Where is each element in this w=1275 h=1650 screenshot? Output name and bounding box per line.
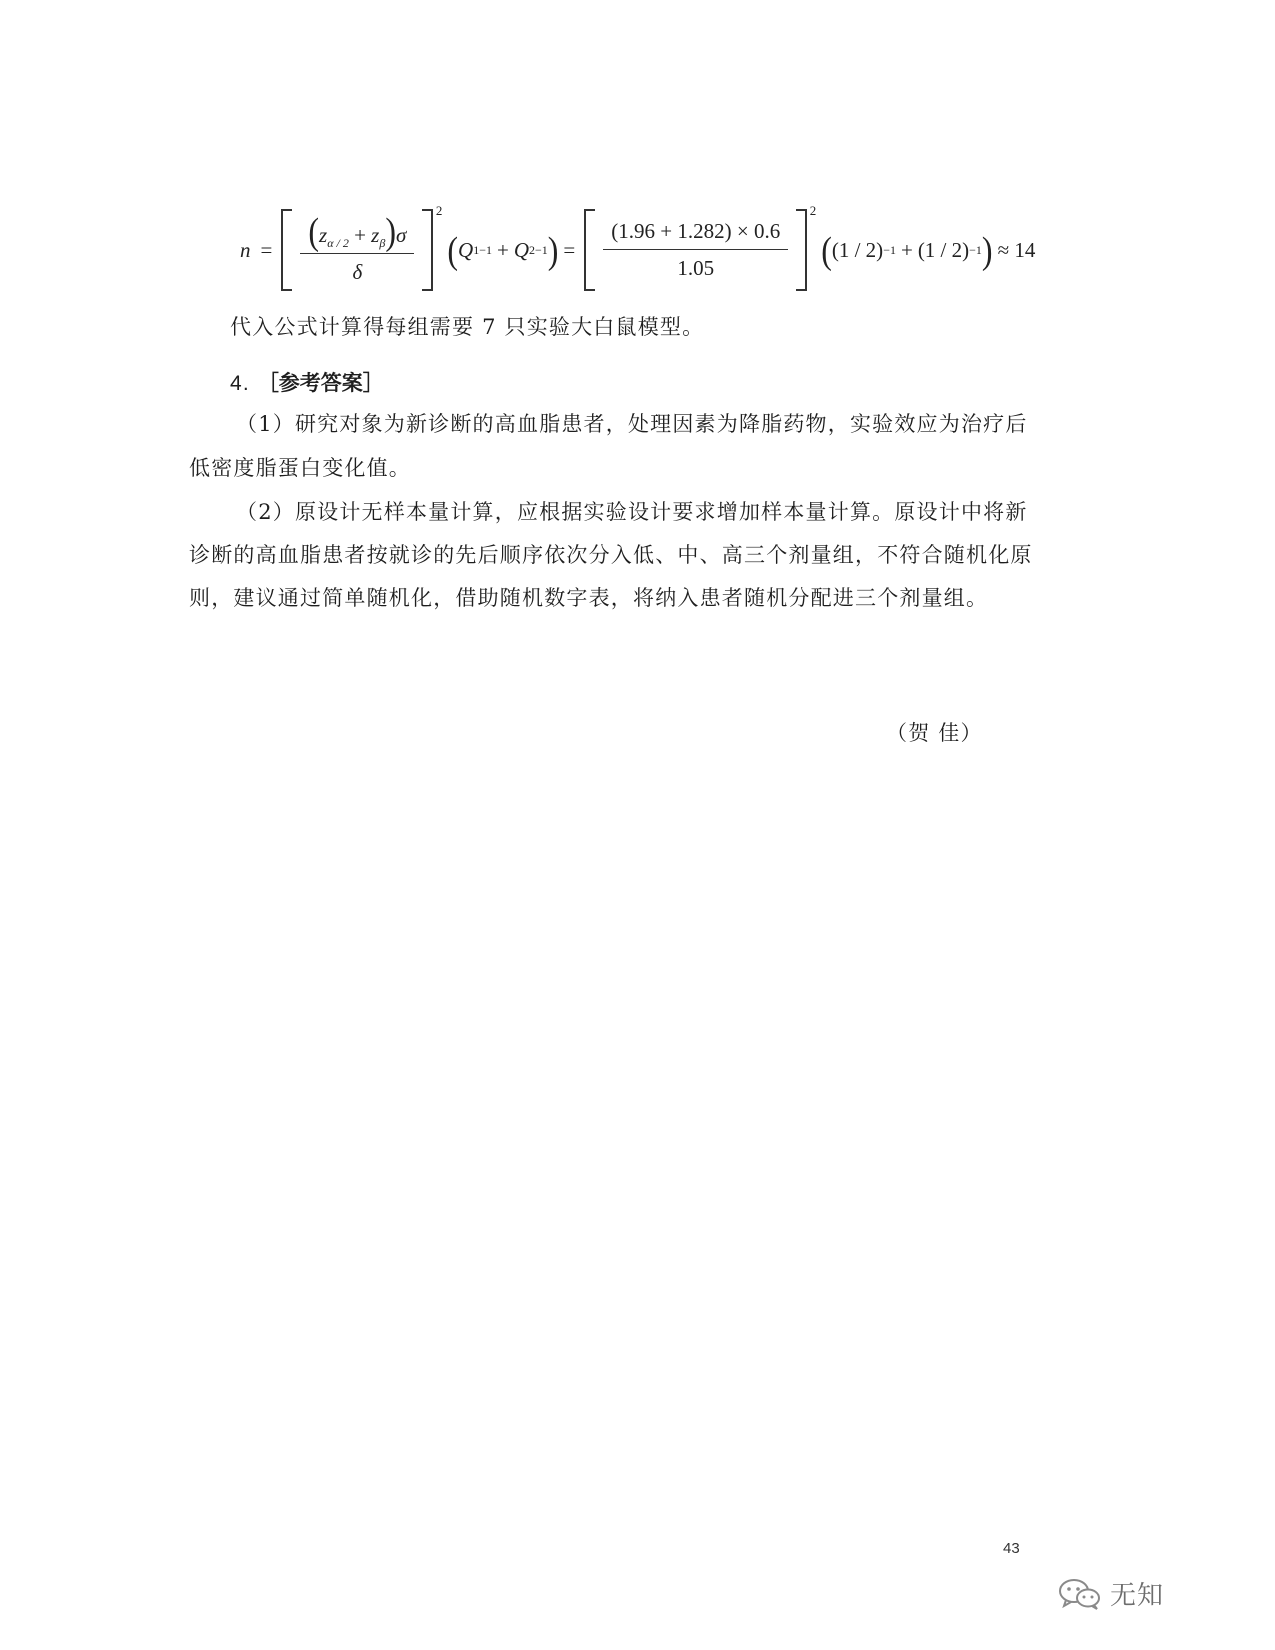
wechat-icon — [1058, 1577, 1102, 1611]
formula-equals-2: = — [563, 237, 576, 262]
formula-bracket-2 — [584, 203, 817, 291]
formula-n: n — [240, 237, 251, 262]
formula-denominator-1: δ — [352, 260, 363, 284]
answer-p2-line-3: 则，建议通过简单随机化，借助随机数字表，将纳入患者随机分配进三个剂量组。 — [189, 586, 989, 610]
answer-p1-line-1: （1）研究对象为新诊断的高血脂患者，处理因素为降脂药物，实验效应为治疗后 — [236, 412, 1028, 436]
formula-denominator-2: 1.05 — [677, 256, 715, 280]
formula-q-group: ( — [447, 228, 459, 272]
formula-fraction-1 — [296, 209, 418, 291]
author-signature: （贺 佳） — [886, 721, 983, 745]
answer-heading — [230, 368, 384, 399]
formula-exponent-2: 2 — [809, 203, 817, 218]
watermark-text: 无知 — [1110, 1581, 1165, 1611]
answer-p2-line-1: （2）原设计无样本量计算，应根据实验设计要求增加样本量计算。原设计中将新 — [236, 500, 1028, 524]
sample-size-formula: n = $\frac{(z_{\alpha / 2} + z_\beta)\sigma}{\delta}$ 2 ( Q 1 −1 + Q 2 −1 ) = $\frac{(1.96 + 1.282) \times 0.6}{1.05}$ 2 ( (1 / 2) −1 + (1 / 2) −1 ) ≈ 14 — [240, 200, 1040, 300]
formula-fraction-2 — [599, 209, 792, 291]
formula-bracket-1 — [281, 203, 443, 291]
formula-numerator-1: $(z_{\alpha / 2} + z_\beta)\sigma$ — [308, 209, 407, 253]
formula-equals-1: = — [260, 237, 273, 262]
formula-result: ≈ 14 — [997, 237, 1036, 262]
page-number: 43 — [1003, 1540, 1020, 1557]
answer-p2-line-2: 诊断的高血脂患者按就诊的先后顺序依次分入低、中、高三个剂量组，不符合随机化原 — [189, 543, 1033, 567]
answer-p1-line-2: 低密度脂蛋白变化值。 — [189, 456, 411, 480]
answer-heading-number: 4. — [230, 372, 250, 395]
calc-result-text: 代入公式计算得每组需要 7 只实验大白鼠模型。 — [230, 315, 705, 339]
answer-heading-label: ［参考答案］ — [257, 371, 384, 395]
formula-half-2: (1 / 2) — [917, 237, 970, 262]
watermark — [1058, 1575, 1164, 1612]
formula-numerator-2: (1.96 + 1.282) × 0.6 — [611, 219, 781, 243]
formula-exponent-1: 2 — [435, 203, 443, 218]
formula-half-1: (1 / 2) — [831, 237, 884, 262]
